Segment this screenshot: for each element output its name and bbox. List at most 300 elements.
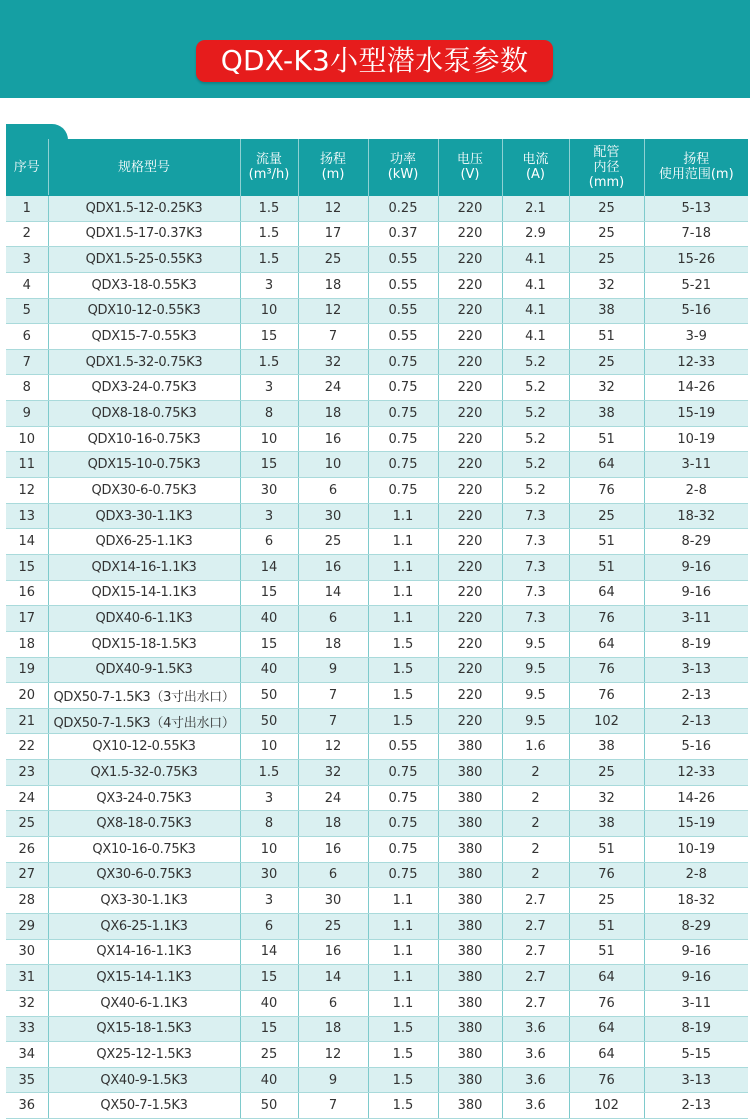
cell-flow: 50 bbox=[240, 1093, 298, 1119]
cell-model: QDX10-16-0.75K3 bbox=[48, 426, 240, 452]
cell-model: QDX3-30-1.1K3 bbox=[48, 503, 240, 529]
cell-index: 27 bbox=[6, 862, 48, 888]
cell-flow: 40 bbox=[240, 1067, 298, 1093]
cell-index: 18 bbox=[6, 631, 48, 657]
cell-pipe-diameter: 38 bbox=[569, 401, 644, 427]
cell-flow: 15 bbox=[240, 965, 298, 991]
cell-head: 30 bbox=[298, 503, 368, 529]
cell-current: 2 bbox=[502, 862, 569, 888]
cell-current: 9.5 bbox=[502, 708, 569, 734]
cell-flow: 3 bbox=[240, 375, 298, 401]
cell-pipe-diameter: 25 bbox=[569, 247, 644, 273]
cell-power: 0.55 bbox=[368, 734, 438, 760]
cell-flow: 8 bbox=[240, 811, 298, 837]
cell-head: 24 bbox=[298, 375, 368, 401]
cell-index: 34 bbox=[6, 1042, 48, 1068]
cell-voltage: 220 bbox=[438, 426, 502, 452]
cell-pipe-diameter: 102 bbox=[569, 708, 644, 734]
cell-current: 2.7 bbox=[502, 939, 569, 965]
cell-head-range: 12-33 bbox=[644, 349, 748, 375]
header-current-line: 电流 bbox=[522, 152, 549, 168]
cell-power: 0.37 bbox=[368, 221, 438, 247]
table-row bbox=[6, 324, 748, 350]
cell-index: 11 bbox=[6, 452, 48, 478]
cell-pipe-diameter: 25 bbox=[569, 760, 644, 786]
cell-flow: 6 bbox=[240, 913, 298, 939]
page-title: QDX-K3小型潜水泵参数 bbox=[196, 40, 553, 82]
cell-voltage: 380 bbox=[438, 913, 502, 939]
table-row bbox=[6, 375, 748, 401]
cell-flow: 1.5 bbox=[240, 760, 298, 786]
cell-flow: 15 bbox=[240, 452, 298, 478]
cell-current: 7.3 bbox=[502, 529, 569, 555]
cell-model: QDX40-6-1.1K3 bbox=[48, 606, 240, 632]
cell-head: 9 bbox=[298, 657, 368, 683]
cell-head: 16 bbox=[298, 939, 368, 965]
cell-index: 13 bbox=[6, 503, 48, 529]
cell-voltage: 380 bbox=[438, 760, 502, 786]
cell-power: 0.25 bbox=[368, 196, 438, 222]
cell-head-range: 2-13 bbox=[644, 708, 748, 734]
cell-current: 9.5 bbox=[502, 631, 569, 657]
cell-head-range: 3-11 bbox=[644, 990, 748, 1016]
cell-voltage: 380 bbox=[438, 1093, 502, 1119]
cell-power: 1.1 bbox=[368, 990, 438, 1016]
cell-voltage: 380 bbox=[438, 888, 502, 914]
cell-flow: 50 bbox=[240, 683, 298, 709]
cell-current: 2.7 bbox=[502, 990, 569, 1016]
cell-current: 5.2 bbox=[502, 401, 569, 427]
cell-model: QDX3-24-0.75K3 bbox=[48, 375, 240, 401]
cell-model: QDX1.5-32-0.75K3 bbox=[48, 349, 240, 375]
cell-head: 25 bbox=[298, 913, 368, 939]
cell-index: 24 bbox=[6, 785, 48, 811]
cell-head: 7 bbox=[298, 708, 368, 734]
cell-power: 1.5 bbox=[368, 708, 438, 734]
cell-power: 1.5 bbox=[368, 1093, 438, 1119]
cell-voltage: 220 bbox=[438, 349, 502, 375]
table-row bbox=[6, 580, 748, 606]
table-row bbox=[6, 221, 748, 247]
cell-head-range: 15-26 bbox=[644, 247, 748, 273]
cell-flow: 1.5 bbox=[240, 221, 298, 247]
cell-voltage: 220 bbox=[438, 375, 502, 401]
cell-power: 1.1 bbox=[368, 965, 438, 991]
table-row bbox=[6, 1067, 748, 1093]
cell-index: 35 bbox=[6, 1067, 48, 1093]
table-row bbox=[6, 1042, 748, 1068]
cell-pipe-diameter: 64 bbox=[569, 631, 644, 657]
cell-flow: 1.5 bbox=[240, 349, 298, 375]
cell-model: QDX30-6-0.75K3 bbox=[48, 478, 240, 504]
cell-model: QDX1.5-12-0.25K3 bbox=[48, 196, 240, 222]
table-row bbox=[6, 1016, 748, 1042]
cell-current: 7.3 bbox=[502, 503, 569, 529]
cell-model: QX14-16-1.1K3 bbox=[48, 939, 240, 965]
cell-current: 5.2 bbox=[502, 375, 569, 401]
cell-flow: 50 bbox=[240, 708, 298, 734]
table-row bbox=[6, 965, 748, 991]
header-pipe-diameter-line: 内径 bbox=[593, 159, 620, 175]
table-row bbox=[6, 862, 748, 888]
table-row bbox=[6, 811, 748, 837]
cell-power: 0.75 bbox=[368, 401, 438, 427]
cell-power: 1.5 bbox=[368, 1042, 438, 1068]
cell-pipe-diameter: 51 bbox=[569, 837, 644, 863]
cell-power: 0.75 bbox=[368, 760, 438, 786]
header-power-line: (kW) bbox=[387, 167, 419, 183]
cell-power: 0.55 bbox=[368, 272, 438, 298]
cell-voltage: 220 bbox=[438, 606, 502, 632]
table-row bbox=[6, 606, 748, 632]
cell-pipe-diameter: 38 bbox=[569, 298, 644, 324]
cell-current: 2 bbox=[502, 837, 569, 863]
cell-head-range: 14-26 bbox=[644, 375, 748, 401]
cell-index: 30 bbox=[6, 939, 48, 965]
cell-model: QX15-14-1.1K3 bbox=[48, 965, 240, 991]
cell-head-range: 5-13 bbox=[644, 196, 748, 222]
cell-flow: 1.5 bbox=[240, 196, 298, 222]
cell-pipe-diameter: 76 bbox=[569, 990, 644, 1016]
cell-model: QX3-30-1.1K3 bbox=[48, 888, 240, 914]
cell-model: QDX3-18-0.55K3 bbox=[48, 272, 240, 298]
cell-voltage: 380 bbox=[438, 1042, 502, 1068]
cell-head-range: 18-32 bbox=[644, 888, 748, 914]
cell-pipe-diameter: 76 bbox=[569, 606, 644, 632]
cell-model: QDX8-18-0.75K3 bbox=[48, 401, 240, 427]
cell-power: 1.1 bbox=[368, 606, 438, 632]
cell-head: 18 bbox=[298, 401, 368, 427]
cell-head: 6 bbox=[298, 606, 368, 632]
cell-index: 12 bbox=[6, 478, 48, 504]
cell-power: 1.5 bbox=[368, 1016, 438, 1042]
table-body bbox=[6, 196, 748, 1119]
cell-voltage: 380 bbox=[438, 734, 502, 760]
cell-pipe-diameter: 25 bbox=[569, 196, 644, 222]
cell-index: 2 bbox=[6, 221, 48, 247]
cell-index: 29 bbox=[6, 913, 48, 939]
cell-voltage: 220 bbox=[438, 554, 502, 580]
cell-current: 9.5 bbox=[502, 683, 569, 709]
cell-current: 2.9 bbox=[502, 221, 569, 247]
cell-model: QDX14-16-1.1K3 bbox=[48, 554, 240, 580]
cell-head-range: 14-26 bbox=[644, 785, 748, 811]
cell-pipe-diameter: 25 bbox=[569, 221, 644, 247]
cell-index: 26 bbox=[6, 837, 48, 863]
cell-current: 9.5 bbox=[502, 657, 569, 683]
cell-power: 0.75 bbox=[368, 375, 438, 401]
cell-power: 0.75 bbox=[368, 785, 438, 811]
cell-head: 18 bbox=[298, 272, 368, 298]
cell-power: 0.75 bbox=[368, 811, 438, 837]
cell-pipe-diameter: 76 bbox=[569, 478, 644, 504]
cell-head: 14 bbox=[298, 965, 368, 991]
cell-power: 1.5 bbox=[368, 631, 438, 657]
cell-flow: 3 bbox=[240, 785, 298, 811]
cell-head-range: 5-16 bbox=[644, 298, 748, 324]
cell-model: QDX1.5-25-0.55K3 bbox=[48, 247, 240, 273]
cell-head-range: 5-15 bbox=[644, 1042, 748, 1068]
cell-voltage: 380 bbox=[438, 785, 502, 811]
cell-model: QX25-12-1.5K3 bbox=[48, 1042, 240, 1068]
header-power-line: 功率 bbox=[389, 152, 416, 168]
cell-head: 16 bbox=[298, 426, 368, 452]
cell-voltage: 220 bbox=[438, 708, 502, 734]
cell-current: 2.1 bbox=[502, 196, 569, 222]
header-voltage-line: 电压 bbox=[456, 152, 483, 168]
header-pipe-diameter-line: 配管 bbox=[593, 144, 620, 160]
cell-head: 32 bbox=[298, 349, 368, 375]
header-flow bbox=[240, 139, 298, 196]
cell-current: 7.3 bbox=[502, 606, 569, 632]
cell-flow: 15 bbox=[240, 1016, 298, 1042]
cell-flow: 14 bbox=[240, 939, 298, 965]
cell-head-range: 3-11 bbox=[644, 452, 748, 478]
cell-head: 25 bbox=[298, 247, 368, 273]
cell-voltage: 380 bbox=[438, 1016, 502, 1042]
cell-voltage: 220 bbox=[438, 478, 502, 504]
cell-pipe-diameter: 38 bbox=[569, 734, 644, 760]
cell-voltage: 220 bbox=[438, 196, 502, 222]
table-row bbox=[6, 478, 748, 504]
header-head bbox=[298, 139, 368, 196]
cell-voltage: 220 bbox=[438, 580, 502, 606]
cell-head: 12 bbox=[298, 734, 368, 760]
table-row bbox=[6, 196, 748, 222]
cell-voltage: 220 bbox=[438, 401, 502, 427]
cell-power: 0.55 bbox=[368, 247, 438, 273]
table-row bbox=[6, 426, 748, 452]
table-row bbox=[6, 939, 748, 965]
cell-power: 1.5 bbox=[368, 657, 438, 683]
cell-pipe-diameter: 25 bbox=[569, 888, 644, 914]
header-current bbox=[502, 139, 569, 196]
cell-power: 1.1 bbox=[368, 580, 438, 606]
cell-power: 0.75 bbox=[368, 426, 438, 452]
cell-flow: 6 bbox=[240, 529, 298, 555]
cell-voltage: 220 bbox=[438, 631, 502, 657]
cell-flow: 15 bbox=[240, 324, 298, 350]
cell-head-range: 10-19 bbox=[644, 426, 748, 452]
cell-head: 6 bbox=[298, 478, 368, 504]
cell-pipe-diameter: 25 bbox=[569, 503, 644, 529]
cell-voltage: 220 bbox=[438, 683, 502, 709]
cell-head-range: 2-13 bbox=[644, 1093, 748, 1119]
cell-voltage: 220 bbox=[438, 221, 502, 247]
cell-index: 16 bbox=[6, 580, 48, 606]
cell-power: 1.1 bbox=[368, 939, 438, 965]
cell-model: QX15-18-1.5K3 bbox=[48, 1016, 240, 1042]
cell-current: 2 bbox=[502, 760, 569, 786]
cell-pipe-diameter: 64 bbox=[569, 580, 644, 606]
cell-head: 32 bbox=[298, 760, 368, 786]
cell-model: QX10-16-0.75K3 bbox=[48, 837, 240, 863]
cell-voltage: 220 bbox=[438, 657, 502, 683]
cell-index: 1 bbox=[6, 196, 48, 222]
cell-pipe-diameter: 76 bbox=[569, 657, 644, 683]
table-row bbox=[6, 401, 748, 427]
cell-pipe-diameter: 51 bbox=[569, 913, 644, 939]
cell-index: 21 bbox=[6, 708, 48, 734]
cell-voltage: 380 bbox=[438, 990, 502, 1016]
header-head-line: (m) bbox=[321, 167, 345, 183]
cell-current: 4.1 bbox=[502, 272, 569, 298]
cell-pipe-diameter: 51 bbox=[569, 939, 644, 965]
cell-current: 7.3 bbox=[502, 554, 569, 580]
header-current-line: (A) bbox=[525, 167, 546, 183]
table-row bbox=[6, 247, 748, 273]
header-pipe-diameter bbox=[569, 139, 644, 196]
table-row bbox=[6, 452, 748, 478]
cell-voltage: 220 bbox=[438, 529, 502, 555]
cell-pipe-diameter: 76 bbox=[569, 683, 644, 709]
cell-flow: 10 bbox=[240, 837, 298, 863]
cell-index: 9 bbox=[6, 401, 48, 427]
cell-head-range: 2-8 bbox=[644, 862, 748, 888]
table-row bbox=[6, 298, 748, 324]
cell-model: QDX1.5-17-0.37K3 bbox=[48, 221, 240, 247]
cell-model: QX50-7-1.5K3 bbox=[48, 1093, 240, 1119]
cell-index: 33 bbox=[6, 1016, 48, 1042]
cell-voltage: 220 bbox=[438, 324, 502, 350]
cell-index: 4 bbox=[6, 272, 48, 298]
cell-index: 22 bbox=[6, 734, 48, 760]
table-row bbox=[6, 888, 748, 914]
cell-current: 4.1 bbox=[502, 324, 569, 350]
cell-voltage: 380 bbox=[438, 965, 502, 991]
cell-voltage: 220 bbox=[438, 452, 502, 478]
cell-index: 3 bbox=[6, 247, 48, 273]
cell-head: 7 bbox=[298, 324, 368, 350]
header-head-range-line: 使用范围(m) bbox=[658, 167, 734, 183]
cell-index: 25 bbox=[6, 811, 48, 837]
decorative-tab bbox=[6, 124, 68, 140]
table-row bbox=[6, 990, 748, 1016]
table-row bbox=[6, 760, 748, 786]
cell-power: 0.75 bbox=[368, 478, 438, 504]
table-row bbox=[6, 631, 748, 657]
cell-index: 19 bbox=[6, 657, 48, 683]
cell-power: 1.5 bbox=[368, 1067, 438, 1093]
table-row bbox=[6, 349, 748, 375]
cell-current: 2.7 bbox=[502, 913, 569, 939]
cell-head-range: 7-18 bbox=[644, 221, 748, 247]
cell-flow: 14 bbox=[240, 554, 298, 580]
header-flow-line: (m³/h) bbox=[248, 167, 290, 183]
cell-index: 17 bbox=[6, 606, 48, 632]
cell-flow: 3 bbox=[240, 503, 298, 529]
cell-flow: 40 bbox=[240, 990, 298, 1016]
table-row bbox=[6, 683, 748, 709]
cell-power: 1.1 bbox=[368, 913, 438, 939]
header-flow-line: 流量 bbox=[255, 152, 282, 168]
table-row bbox=[6, 734, 748, 760]
cell-flow: 1.5 bbox=[240, 247, 298, 273]
cell-flow: 15 bbox=[240, 580, 298, 606]
cell-head-range: 10-19 bbox=[644, 837, 748, 863]
cell-model: QX6-25-1.1K3 bbox=[48, 913, 240, 939]
cell-head-range: 9-16 bbox=[644, 939, 748, 965]
cell-flow: 3 bbox=[240, 272, 298, 298]
header-head-range bbox=[644, 139, 748, 196]
cell-head-range: 3-13 bbox=[644, 1067, 748, 1093]
cell-head: 17 bbox=[298, 221, 368, 247]
cell-pipe-diameter: 51 bbox=[569, 426, 644, 452]
cell-head-range: 5-16 bbox=[644, 734, 748, 760]
cell-pipe-diameter: 64 bbox=[569, 1042, 644, 1068]
table-row bbox=[6, 913, 748, 939]
cell-head: 18 bbox=[298, 811, 368, 837]
cell-current: 2 bbox=[502, 811, 569, 837]
cell-pipe-diameter: 102 bbox=[569, 1093, 644, 1119]
cell-model: QDX50-7-1.5K3（4寸出水口） bbox=[48, 708, 240, 734]
cell-pipe-diameter: 32 bbox=[569, 375, 644, 401]
cell-voltage: 380 bbox=[438, 1067, 502, 1093]
cell-flow: 3 bbox=[240, 888, 298, 914]
cell-power: 1.1 bbox=[368, 888, 438, 914]
cell-current: 5.2 bbox=[502, 426, 569, 452]
cell-index: 8 bbox=[6, 375, 48, 401]
cell-voltage: 380 bbox=[438, 837, 502, 863]
cell-flow: 30 bbox=[240, 862, 298, 888]
cell-pipe-diameter: 38 bbox=[569, 811, 644, 837]
cell-current: 4.1 bbox=[502, 298, 569, 324]
cell-model: QX10-12-0.55K3 bbox=[48, 734, 240, 760]
cell-model: QDX15-7-0.55K3 bbox=[48, 324, 240, 350]
cell-head: 7 bbox=[298, 683, 368, 709]
cell-index: 31 bbox=[6, 965, 48, 991]
cell-index: 14 bbox=[6, 529, 48, 555]
cell-voltage: 220 bbox=[438, 272, 502, 298]
cell-flow: 40 bbox=[240, 606, 298, 632]
table-row bbox=[6, 1093, 748, 1119]
cell-index: 28 bbox=[6, 888, 48, 914]
cell-index: 10 bbox=[6, 426, 48, 452]
cell-current: 3.6 bbox=[502, 1093, 569, 1119]
cell-current: 5.2 bbox=[502, 452, 569, 478]
cell-model: QX40-6-1.1K3 bbox=[48, 990, 240, 1016]
cell-head: 6 bbox=[298, 862, 368, 888]
cell-head-range: 8-29 bbox=[644, 529, 748, 555]
spec-table bbox=[6, 139, 748, 1119]
table-row bbox=[6, 837, 748, 863]
cell-model: QX1.5-32-0.75K3 bbox=[48, 760, 240, 786]
cell-voltage: 220 bbox=[438, 298, 502, 324]
header-model bbox=[48, 139, 240, 196]
cell-head: 24 bbox=[298, 785, 368, 811]
cell-flow: 40 bbox=[240, 657, 298, 683]
cell-voltage: 220 bbox=[438, 503, 502, 529]
cell-head: 12 bbox=[298, 298, 368, 324]
cell-head-range: 18-32 bbox=[644, 503, 748, 529]
cell-head-range: 2-13 bbox=[644, 683, 748, 709]
table-row bbox=[6, 708, 748, 734]
cell-current: 3.6 bbox=[502, 1016, 569, 1042]
table-row bbox=[6, 657, 748, 683]
cell-flow: 10 bbox=[240, 734, 298, 760]
cell-model: QDX6-25-1.1K3 bbox=[48, 529, 240, 555]
cell-head-range: 8-29 bbox=[644, 913, 748, 939]
cell-power: 1.1 bbox=[368, 529, 438, 555]
header-index-line: 序号 bbox=[13, 159, 40, 175]
cell-current: 3.6 bbox=[502, 1042, 569, 1068]
cell-head-range: 5-21 bbox=[644, 272, 748, 298]
cell-head-range: 9-16 bbox=[644, 965, 748, 991]
cell-index: 32 bbox=[6, 990, 48, 1016]
cell-current: 2 bbox=[502, 785, 569, 811]
cell-flow: 30 bbox=[240, 478, 298, 504]
cell-head: 12 bbox=[298, 196, 368, 222]
